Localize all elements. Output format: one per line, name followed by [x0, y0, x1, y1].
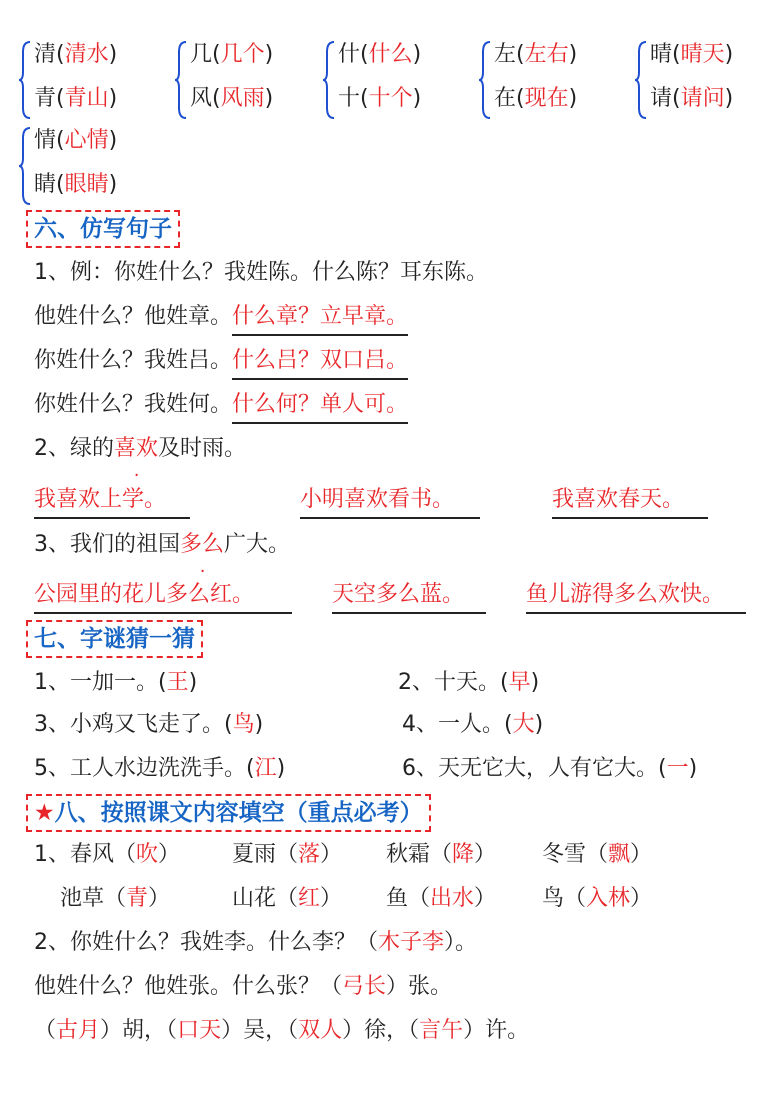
- brace-icon: [18, 126, 32, 206]
- fill-row: 山花（红）: [232, 886, 343, 911]
- riddle: 1、一加一。(王): [34, 670, 198, 695]
- answer-line: 天空多么蓝。: [332, 580, 486, 614]
- group-line: 清(清水): [34, 42, 118, 67]
- group-line: 在(现在): [494, 86, 578, 111]
- fill-row: 池草（青）: [60, 886, 171, 911]
- fill-line: 2、你姓什么？我姓李。什么李？（木子李）。: [34, 930, 478, 955]
- question-line: 3、我们的祖国多么广大。: [34, 532, 291, 557]
- riddle: 4、一人。(大): [402, 712, 544, 737]
- brace-icon: [18, 40, 32, 120]
- brace-icon: [478, 40, 492, 120]
- section-heading: ★八、按照课文内容填空（重点必考）: [26, 794, 431, 832]
- answer-line: 他姓什么？他姓章。什么章？立早章。: [34, 302, 408, 336]
- question-line: 2、绿的喜欢及时雨。: [34, 436, 247, 461]
- brace-icon: [322, 40, 336, 120]
- answer-line: 小明喜欢看书。: [300, 485, 480, 519]
- riddle: 3、小鸡又飞走了。(鸟): [34, 712, 264, 737]
- section-heading: 六、仿写句子: [26, 210, 180, 248]
- fill-line: 他姓什么？他姓张。什么张？（弓长）张。: [34, 974, 453, 999]
- section-heading: 七、字谜猜一猜: [26, 620, 203, 658]
- group-line: 左(左右): [494, 42, 578, 67]
- brace-icon: [634, 40, 648, 120]
- riddle: 2、十天。(早): [398, 670, 540, 695]
- fill-row: 鱼（出水）: [386, 886, 497, 911]
- fill-row: 秋霜（降）: [386, 842, 497, 867]
- group-line: 晴(晴天): [650, 42, 734, 67]
- fill-row: 冬雪（飘）: [542, 842, 653, 867]
- group-line: 什(什么): [338, 42, 422, 67]
- brace-icon: [174, 40, 188, 120]
- answer-line: 我喜欢上学。: [34, 485, 190, 519]
- answer-line: 鱼儿游得多么欢快。: [526, 580, 746, 614]
- riddle: 6、天无它大，人有它大。(一): [402, 756, 698, 781]
- group-line: 请(请问): [650, 86, 734, 111]
- answer-line: 你姓什么？我姓何。什么何？单人可。: [34, 390, 408, 424]
- group-line: 风(风雨): [190, 86, 274, 111]
- answer-line: 我喜欢春天。: [552, 485, 708, 519]
- group-line: 情(心情): [34, 128, 118, 153]
- star-icon: ★: [34, 800, 55, 826]
- fill-row: 1、春风（吹）: [34, 842, 181, 867]
- group-line: 几(几个): [190, 42, 274, 67]
- group-line: 青(青山): [34, 86, 118, 111]
- answer-line: 你姓什么？我姓吕。什么吕？双口吕。: [34, 346, 408, 380]
- fill-row: 鸟（入林）: [542, 886, 653, 911]
- fill-line: （古月）胡，（口天）吴，（双人）徐，（言午）许。: [34, 1018, 530, 1043]
- group-line: 十(十个): [338, 86, 422, 111]
- group-line: 睛(眼睛): [34, 172, 118, 197]
- riddle: 5、工人水边洗洗手。(江): [34, 756, 286, 781]
- fill-row: 夏雨（落）: [232, 842, 343, 867]
- example-line: 1、例：你姓什么？我姓陈。什么陈？耳东陈。: [34, 260, 488, 285]
- answer-line: 公园里的花儿多么红。: [34, 580, 292, 614]
